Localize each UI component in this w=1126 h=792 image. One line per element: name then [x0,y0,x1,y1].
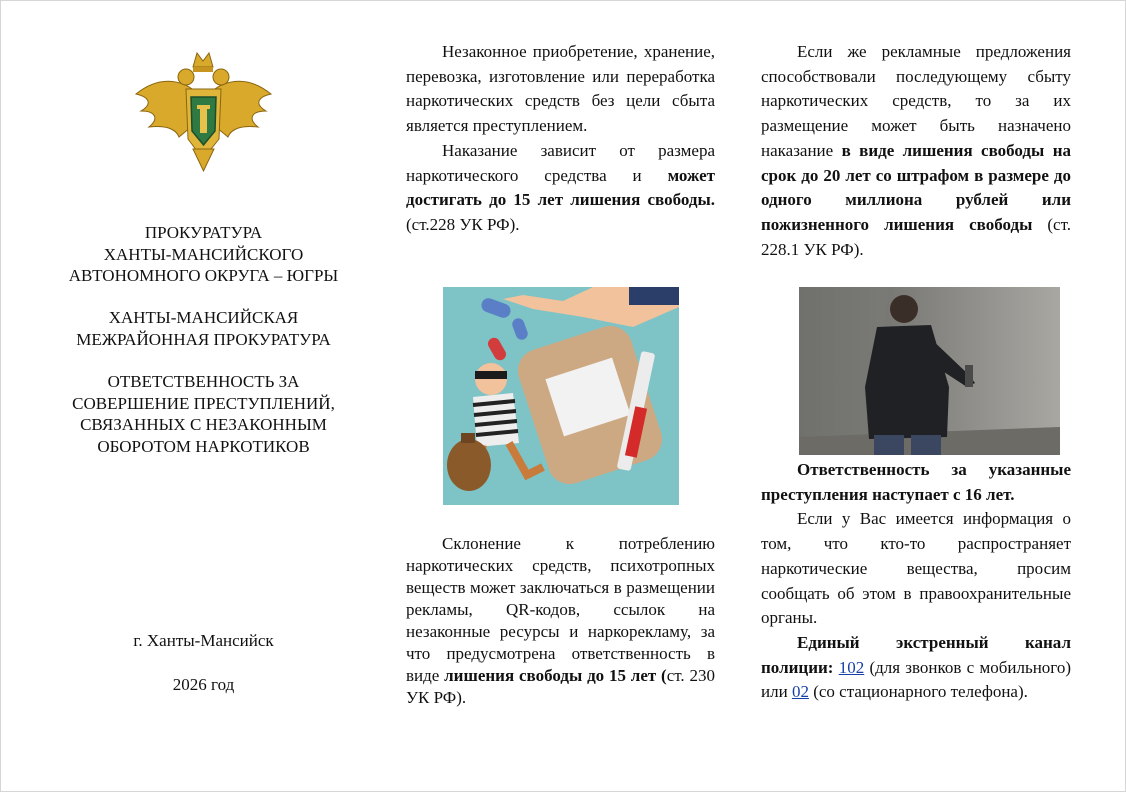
middle-panel-lower [406,533,715,709]
paragraph-emergency-channel: Единый экстренный канал полиции: 102 (для звонков с мобильного) или 02 (со стационарного телефона). [761,632,1072,702]
paragraph-age-responsibility: Ответственность за указанные преступления наступает с 16 лет. [761,460,1071,504]
right-panel [761,40,1071,262]
paragraph-advertising-sale: Если же рекламные предложения способствовали последующему сбыту наркотических средств, то за их размещение может быть назначено наказание в виде лишения свободы на срок до 20 лет со штрафом в размере до одного миллиона рублей или пожизненного лишения свободы (ст. 228.1 УК РФ). [761,42,1071,259]
city-label: г. Ханты-Мансийск [133,631,274,650]
brochure-title [31,371,376,457]
left-panel [31,1,376,791]
org-line: АВТОНОМНОГО ОКРУГА – ЮГРЫ [68,266,339,285]
inducement-emphasis: лишения свободы до 15 лет ( [444,666,667,685]
title-line: ОТВЕТСТВЕННОСТЬ ЗА [107,372,300,391]
paragraph-punishment: Наказание зависит от размера наркотического средства и может достигать до 15 лет лишения свободы. (ст.228 УК РФ). [406,140,715,234]
paragraph-report-info: Если у Вас имеется информация о том, что кто-то распространяет наркотические вещества, просим сообщать об этом в правоохранительные органы. [761,509,1071,628]
punishment-emphasis: может достигать до 15 лет лишения свободы. [406,165,715,210]
organization-heading [31,222,376,287]
sub-organization-heading [31,307,376,350]
org-line: ХАНТЫ-МАНСИЙСКОГО [103,244,304,264]
title-line: СОВЕРШЕНИЕ ПРЕСТУПЛЕНИЙ, [72,393,335,413]
middle-panel [406,40,715,238]
title-line: СВЯЗАННЫХ С НЕЗАКОННЫМ [80,415,327,434]
drug-crime-illustration [443,287,679,505]
phone-link-02[interactable]: 02 [791,682,809,702]
title-line: ОБОРОТОМ НАРКОТИКОВ [97,436,310,456]
sub-org-line: ХАНТЫ-МАНСИЙСКАЯ [108,308,299,327]
phone-link-102[interactable]: 102 [838,657,865,677]
paragraph-illegal-acquisition: Незаконное приобретение, хранение, перевозка, изготовление или переработка наркотических средств без цели сбыта является преступлением. [406,42,715,136]
org-line: ПРОКУРАТУРА [144,223,263,242]
year-label: 2026 год [172,675,235,694]
prosecutor-emblem-icon [131,49,276,174]
paragraph-inducement: Склонение к потреблению наркотических средств, психотропных веществ может заключаться в размещении рекламы, QR-кодов, ссылок на незаконные ресурсы и наркорекламу, за что предусмотрена ответственность в виде лишения свободы до 15 лет (ст. 230 УК РФ). [406,534,715,707]
advertising-sale-emphasis: в виде лишения свободы на срок до 20 лет со штрафом в размере до одного миллиона рублей или пожизненного лишения свободы [761,140,1071,234]
right-panel-lower [761,458,1071,705]
sub-org-line: МЕЖРАЙОННАЯ ПРОКУРАТУРА [76,329,331,349]
graffiti-photo [799,287,1060,455]
